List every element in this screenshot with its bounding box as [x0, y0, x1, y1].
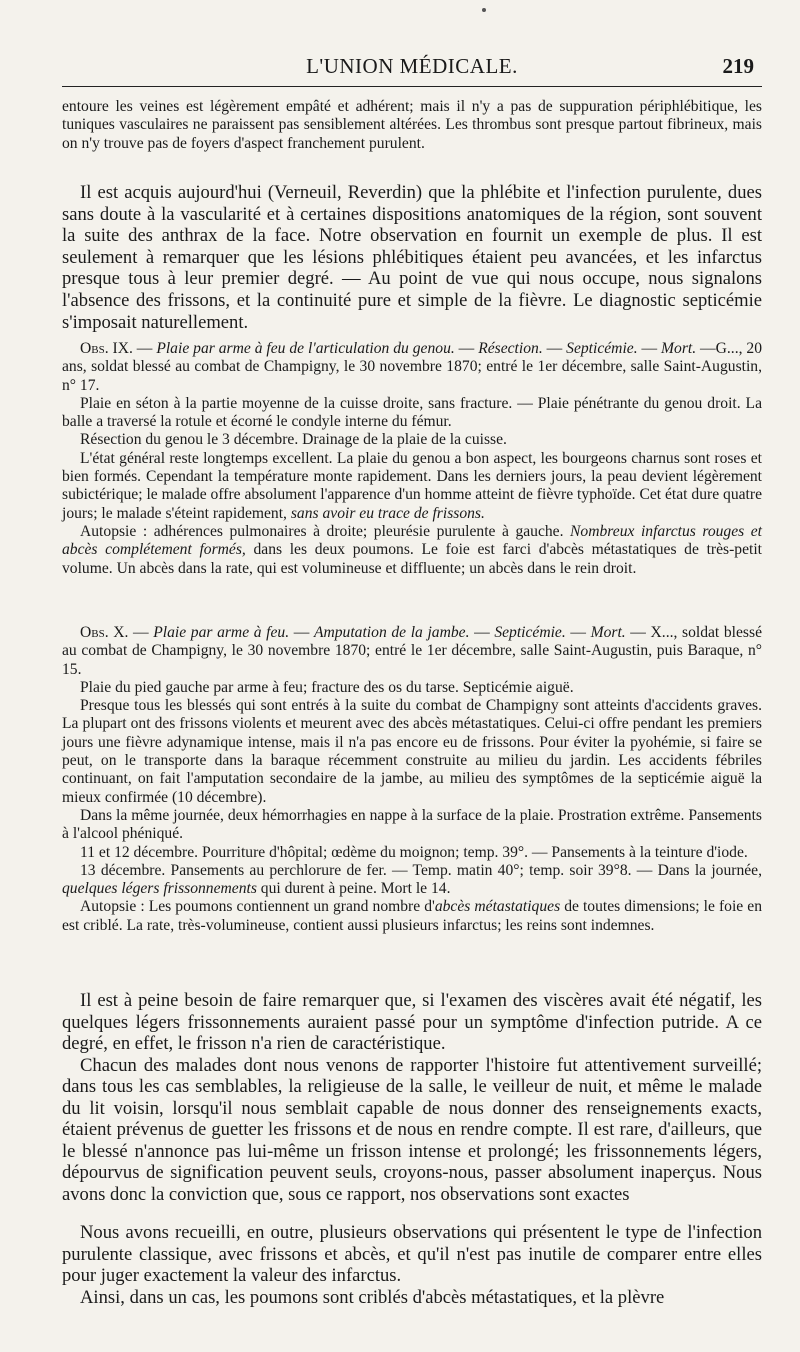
obs-ix-paragraph: Résection du genou le 3 décembre. Drainage de la plaie de la cuisse. — [80, 431, 507, 449]
obs-ix-title: Plaie par arme à feu de l'articulation du genou. — [156, 340, 455, 357]
observation-x — [62, 624, 762, 935]
page — [62, 0, 762, 1352]
obs-ix-heading: Obs. IX. — Plaie par arme à feu de l'articulation du genou. — Résection. — Septicémie. — Mort. —G..., 20 ans, soldat blessé au combat de Champigny, le 30 novembre 1870; entré le 1er décembre, salle Saint-Augustin, n° 17. — [62, 340, 763, 394]
obs-x-paragraph: Presque tous les blessés qui sont entrés à la suite du combat de Champigny sont atteints d'accidents graves. La plupart ont des frissons violents et meurent avec des abcès métastatiques. Celui-ci offre pendant les premiers jours une fièvre adynamique intense, mais il n'a pas encore eu de frissons. Pour éviter la pyohémie, si faire se peut, on le transporte dans la baraque récemment construite au milieu du jardin. Les accidents fébriles continuant, on fait l'amputation secondaire de la jambe, au milieu des symptômes de la septicémie aiguë la mieux confirmée (10 décembre). — [62, 697, 762, 806]
obs-x-autopsy: Autopsie : Les poumons contiennent un grand nombre d'abcès métastatiques de toutes dimensions; le foie en est criblé. La rate, très-volumineuse, contient aussi plusieurs infarctus; les reins sont indemnes. — [62, 898, 762, 934]
obs-x-paragraph: 11 et 12 décembre. Pourriture d'hôpital; œdème du moignon; temp. 39°. — Pansements à la teinture d'iode. — [80, 843, 748, 861]
obs-ix-label: Obs. IX. — [80, 340, 133, 357]
observation-ix — [62, 340, 762, 578]
continuation-paragraph: entoure les veines est légèrement empâté et adhérent; mais il n'y a pas de suppuration périphlébitique, les tuniques vasculaires ne paraissent pas sensiblement altérées. Les thrombus sont presque partout fibrineux, mais on n'y trouve pas de foyers d'aspect franchement purulent. — [62, 98, 762, 152]
continuation-block — [62, 98, 762, 153]
closing-paragraph: Ainsi, dans un cas, les poumons sont criblés d'abcès métastatiques, et la plèvre — [80, 1286, 665, 1308]
obs-ix-septicemie: Septicémie. — [566, 340, 638, 357]
page-number: 219 — [722, 54, 754, 78]
running-head — [62, 54, 762, 82]
closing-paragraph: Il est à peine besoin de faire remarquer que, si l'examen des viscères avait été négatif, les quelques légers frissonnements auraient passé pour un symptôme d'infection putride. A ce degré, en effet, le frisson n'a rien de caractéristique. — [62, 990, 762, 1054]
obs-ix-resection: Résection. — [478, 340, 543, 357]
obs-x-label: Obs. X. — [80, 624, 129, 641]
obs-x-paragraph: Dans la même journée, deux hémorrhagies en nappe à la surface de la plaie. Prostration extrême. Pansements à l'alcool phéniqué. — [62, 806, 762, 843]
obs-x-mort: Mort. — [590, 624, 626, 641]
obs-x-title: Plaie par arme à feu. — [153, 624, 290, 641]
closing-paragraph: Nous avons recueilli, en outre, plusieurs observations qui présentent le type de l'infection purulente classique, avec frissons et abcès, et qu'il n'est pas inutile de comparer entre elles pour juger exactement la valeur des infarctus. — [62, 1222, 762, 1286]
header-rule — [62, 86, 762, 87]
obs-x-paragraph: Plaie du pied gauche par arme à feu; fracture des os du tarse. Septicémie aiguë. — [80, 678, 574, 696]
discussion-paragraph: Il est acquis aujourd'hui (Verneuil, Reverdin) que la phlébite et l'infection purulente, dues sans doute à la vascularité et à certaines dispositions anatomiques de la région, sont souvent la suite des anthrax de la face. Notre observation en fournit un exemple de plus. Il est seulement à remarquer que les lésions phlébitiques étaient peu avancées, et les infarctus presque tous à leur premier degré. — Au point de vue qui nous occupe, nous signalons l'absence des frissons, et la continuité pure et simple de la fièvre. Le diagnostic septicémie s'imposait naturellement. — [62, 182, 762, 333]
obs-ix-mort: Mort. — [661, 340, 697, 357]
discussion-block — [62, 182, 762, 333]
obs-x-septicemie: Septicémie. — [494, 624, 566, 641]
obs-x-paragraph: 13 décembre. Pansements au perchlorure de fer. — Temp. matin 40°; temp. soir 39°8. — Dans la journée, quelques légers frissonnements qui durent à peine. Mort le 14. — [62, 861, 762, 898]
obs-ix-paragraph: L'état général reste longtemps excellent. La plaie du genou a bon aspect, les bourgeons charnus sont roses et bien formés. Cependant la température monte rapidement. Dans les derniers jours, la peau devient légèrement subictérique; le malade offre absolument l'apparence d'un homme atteint de fièvre typhoïde. Cet état dure quatre jours; le malade s'éteint rapidement, sans avoir eu trace de frissons. — [62, 449, 762, 522]
running-title: L'UNION MÉDICALE. — [306, 54, 518, 78]
closing-paragraph: Chacun des malades dont nous venons de rapporter l'histoire fut attentivement surveillé; dans tous les cas semblables, la religieuse de la salle, le veilleur de nuit, et même le malade du lit voisin, lorsqu'il nous semblait capable de nous donner des renseignements exacts, étaient prévenus de guetter les frissons et de nous en rendre compte. Il est rare, d'ailleurs, que le blessé n'annonce pas lui-même un frisson intense et prolongé; les frissonnements légers, dépourvus de signification peuvent seuls, croyons-nous, passer absolument inaperçus. Nous avons donc la conviction que, sous ce rapport, nos observations sont exactes — [62, 1054, 762, 1205]
obs-ix-paragraph: Plaie en séton à la partie moyenne de la cuisse droite, sans fracture. — Plaie pénétrante du genou droit. La balle a traversé la rotule et écorné le condyle interne du fémur. — [62, 394, 762, 431]
obs-ix-intro: —G..., 20 ans, soldat blessé au combat de Champigny, le 30 novembre 1870; entré le 1er décembre, salle Saint-Augustin, n° 17. — [62, 340, 763, 394]
obs-x-heading: Obs. X. — Plaie par arme à feu. — Amputation de la jambe. — Septicémie. — Mort. — X..., soldat blessé au combat de Champigny, le 30 novembre 1870; entré le 1er décembre, salle Saint-Augustin, puis Baraque, n° 15. — [62, 624, 762, 678]
closing-block-1 — [62, 990, 762, 1205]
obs-x-amputation: Amputation de la jambe. — [313, 624, 470, 641]
obs-x-intro: — X..., soldat blessé au combat de Champigny, le 30 novembre 1870; entré le 1er décembre, salle Saint-Augustin, puis Baraque, n° 15. — [62, 624, 762, 678]
closing-block-2 — [62, 1222, 762, 1308]
obs-ix-autopsy: Autopsie : adhérences pulmonaires à droite; pleurésie purulente à gauche. Nombreux infarctus rouges et abcès complétement formés, dans les deux poumons. Le foie est farci d'abcès métastatiques de très-petit volume. Un abcès dans la rate, qui est volumineuse et diffluente; un abcès dans le rein droit. — [62, 522, 762, 577]
